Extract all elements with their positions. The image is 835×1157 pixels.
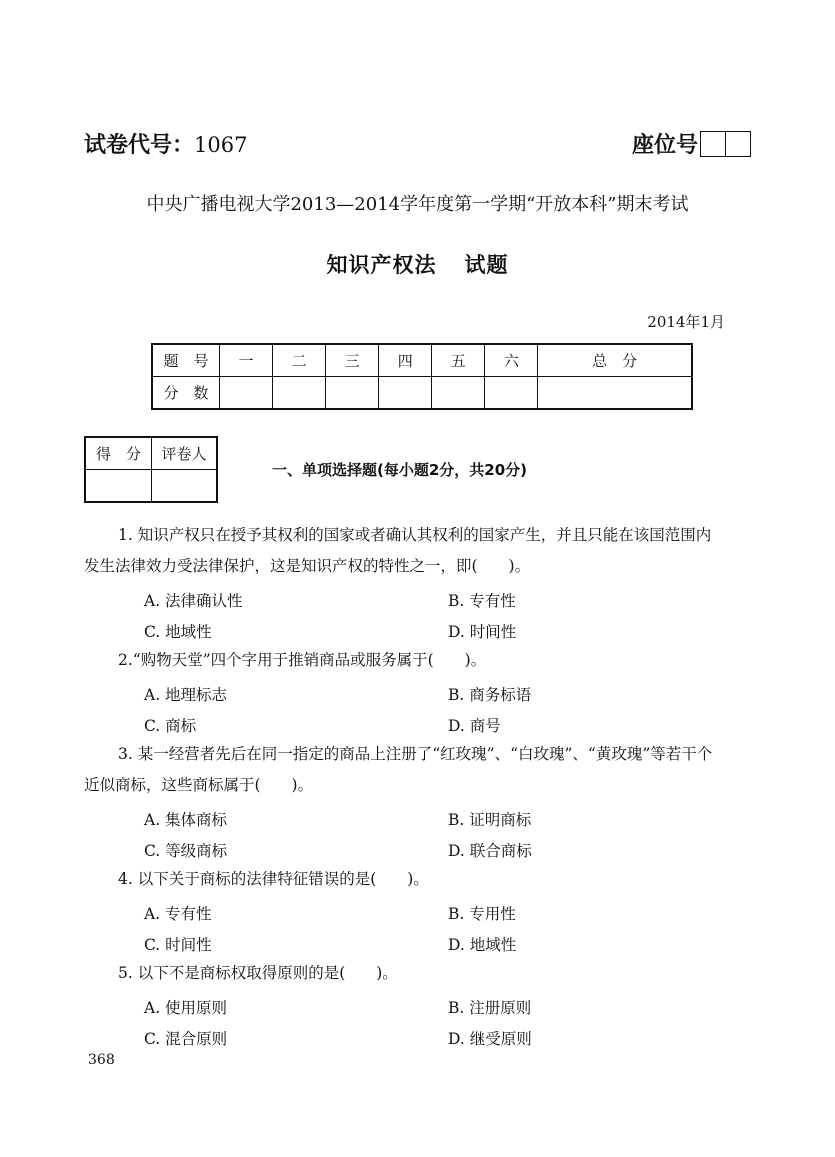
score-cell[interactable]	[220, 377, 273, 410]
option-c[interactable]: C. 时间性	[144, 936, 212, 954]
option-a[interactable]: A. 使用原则	[144, 999, 228, 1017]
score-cell[interactable]	[485, 377, 538, 410]
grader-score-cell[interactable]	[85, 470, 151, 503]
option-b[interactable]: B. 证明商标	[448, 811, 532, 829]
score-table-header-row	[152, 344, 692, 377]
question-stem-cont: 发生法律效力受法律保护，这是知识产权的特性之一，即( )。	[84, 557, 531, 575]
grader-table	[84, 436, 218, 503]
question-stem: 5. 以下不是商标权取得原则的是( )。	[118, 964, 398, 982]
grader-score-label: 得 分	[85, 437, 151, 470]
option-b[interactable]: B. 专用性	[448, 905, 516, 923]
seat-box[interactable]	[700, 131, 726, 157]
score-cell[interactable]	[273, 377, 326, 410]
question-stem-cont: 近似商标，这些商标属于( )。	[84, 776, 314, 794]
option-a[interactable]: A. 法律确认性	[144, 592, 243, 610]
page-number: 368	[88, 1052, 115, 1068]
col-4: 四	[379, 344, 432, 377]
col-1: 一	[220, 344, 273, 377]
paper-code	[84, 128, 247, 159]
option-c[interactable]: C. 等级商标	[144, 842, 228, 860]
grader-name-cell[interactable]	[151, 470, 217, 503]
option-c[interactable]: C. 商标	[144, 717, 197, 735]
question-stem: 2.“购物天堂”四个字用于推销商品或服务属于( )。	[118, 651, 487, 669]
section-title: 一、单项选择题(每小题2分，共20分)	[272, 461, 528, 479]
grader-name-label: 评卷人	[151, 437, 217, 470]
exam-subtitle: 中央广播电视大学2013—2014学年度第一学期“开放本科”期末考试	[146, 194, 689, 215]
option-a[interactable]: A. 专有性	[144, 905, 212, 923]
exam-title	[0, 249, 835, 279]
option-d[interactable]: D. 时间性	[448, 623, 517, 641]
score-cell[interactable]	[379, 377, 432, 410]
col-3: 三	[326, 344, 379, 377]
seat-number-boxes[interactable]	[700, 131, 751, 157]
option-a[interactable]: A. 地理标志	[144, 686, 228, 704]
option-c[interactable]: C. 混合原则	[144, 1030, 228, 1048]
option-d[interactable]: D. 联合商标	[448, 842, 532, 860]
col-total: 总 分	[538, 344, 692, 377]
score-cell[interactable]	[432, 377, 485, 410]
col-6: 六	[485, 344, 538, 377]
paper-code-label: 试卷代号：	[84, 133, 195, 158]
row-label-question-no: 题 号	[152, 344, 220, 377]
col-5: 五	[432, 344, 485, 377]
question-stem: 1. 知识产权只在授予其权利的国家或者确认其权利的国家产生，并且只能在该国范围内	[118, 526, 712, 544]
option-b[interactable]: B. 商务标语	[448, 686, 532, 704]
col-2: 二	[273, 344, 326, 377]
seat-box[interactable]	[726, 131, 751, 157]
score-cell[interactable]	[326, 377, 379, 410]
exam-date: 2014年1月	[647, 313, 725, 331]
paper-code-value: 1067	[194, 133, 248, 157]
option-d[interactable]: D. 地域性	[448, 936, 517, 954]
title-suffix: 试题	[464, 253, 509, 277]
score-cell-total[interactable]	[538, 377, 692, 410]
option-b[interactable]: B. 专有性	[448, 592, 516, 610]
grader-table-header-row	[85, 437, 217, 470]
course-name: 知识产权法	[326, 253, 437, 277]
score-table	[151, 343, 693, 410]
option-b[interactable]: B. 注册原则	[448, 999, 532, 1017]
option-a[interactable]: A. 集体商标	[144, 811, 228, 829]
grader-table-input-row	[85, 470, 217, 503]
seat-label: 座位号	[632, 133, 699, 158]
seat-number	[632, 128, 751, 159]
score-table-score-row	[152, 377, 692, 410]
question-stem: 3. 某一经营者先后在同一指定的商品上注册了“红玫瑰”、“白玫瑰”、“黄玫瑰”等若干个	[118, 745, 713, 763]
option-d[interactable]: D. 继受原则	[448, 1030, 532, 1048]
option-c[interactable]: C. 地域性	[144, 623, 212, 641]
row-label-score: 分 数	[152, 377, 220, 410]
option-d[interactable]: D. 商号	[448, 717, 501, 735]
question-stem: 4. 以下关于商标的法律特征错误的是( )。	[118, 870, 429, 888]
